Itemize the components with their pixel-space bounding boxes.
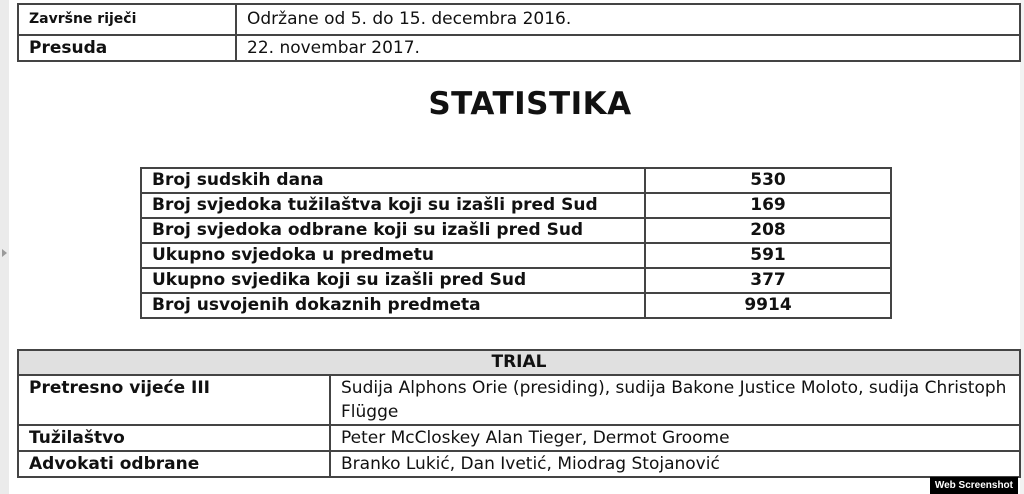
row-value: Sudija Alphons Orie (presiding), sudija Bakone Justice Moloto, sudija Christoph Flügge: [330, 375, 1020, 425]
stat-value: 208: [645, 218, 891, 243]
trial-table: [17, 349, 1021, 478]
section-title: STATISTIKA: [428, 86, 632, 122]
left-gutter: [0, 0, 9, 494]
row-label: Tužilaštvo: [18, 425, 330, 451]
stat-label: Broj sudskih dana: [141, 168, 645, 193]
stat-label: Ukupno svjedoka u predmetu: [141, 243, 645, 268]
table-row: [18, 451, 1020, 477]
row-value: Održane od 5. do 15. decembra 2016.: [236, 4, 1020, 35]
stat-label: Broj svjedoka tužilaštva koji su izašli pred Sud: [141, 193, 645, 218]
row-label: Advokati odbrane: [18, 451, 330, 477]
table-row: [18, 375, 1020, 425]
web-screenshot-badge: Web Screenshot: [930, 477, 1018, 494]
row-label: Završne riječi: [18, 4, 236, 35]
table-row: [141, 218, 891, 243]
info-table: [17, 3, 1021, 62]
row-value: Branko Lukić, Dan Ivetić, Miodrag Stojanović: [330, 451, 1020, 477]
stat-value: 530: [645, 168, 891, 193]
table-row: [141, 193, 891, 218]
table-row: [18, 4, 1020, 35]
table-row: [141, 268, 891, 293]
stat-label: Ukupno svjedika koji su izašli pred Sud: [141, 268, 645, 293]
table-row: [141, 243, 891, 268]
stat-value: 377: [645, 268, 891, 293]
stat-label: Broj svjedoka odbrane koji su izašli pred Sud: [141, 218, 645, 243]
expand-arrow-icon[interactable]: [2, 249, 7, 257]
stat-label: Broj usvojenih dokaznih predmeta: [141, 293, 645, 318]
table-row: [18, 35, 1020, 61]
row-value: 22. novembar 2017.: [236, 35, 1020, 61]
table-row: [18, 425, 1020, 451]
row-value: Peter McCloskey Alan Tieger, Dermot Groome: [330, 425, 1020, 451]
stat-value: 169: [645, 193, 891, 218]
table-row: [141, 293, 891, 318]
row-label: Presuda: [18, 35, 236, 61]
stat-value: 591: [645, 243, 891, 268]
statistics-table: [140, 167, 892, 319]
row-label: Pretresno vijeće III: [18, 375, 330, 425]
trial-header: TRIAL: [18, 350, 1020, 375]
table-row: [141, 168, 891, 193]
table-header-row: [18, 350, 1020, 375]
stat-value: 9914: [645, 293, 891, 318]
